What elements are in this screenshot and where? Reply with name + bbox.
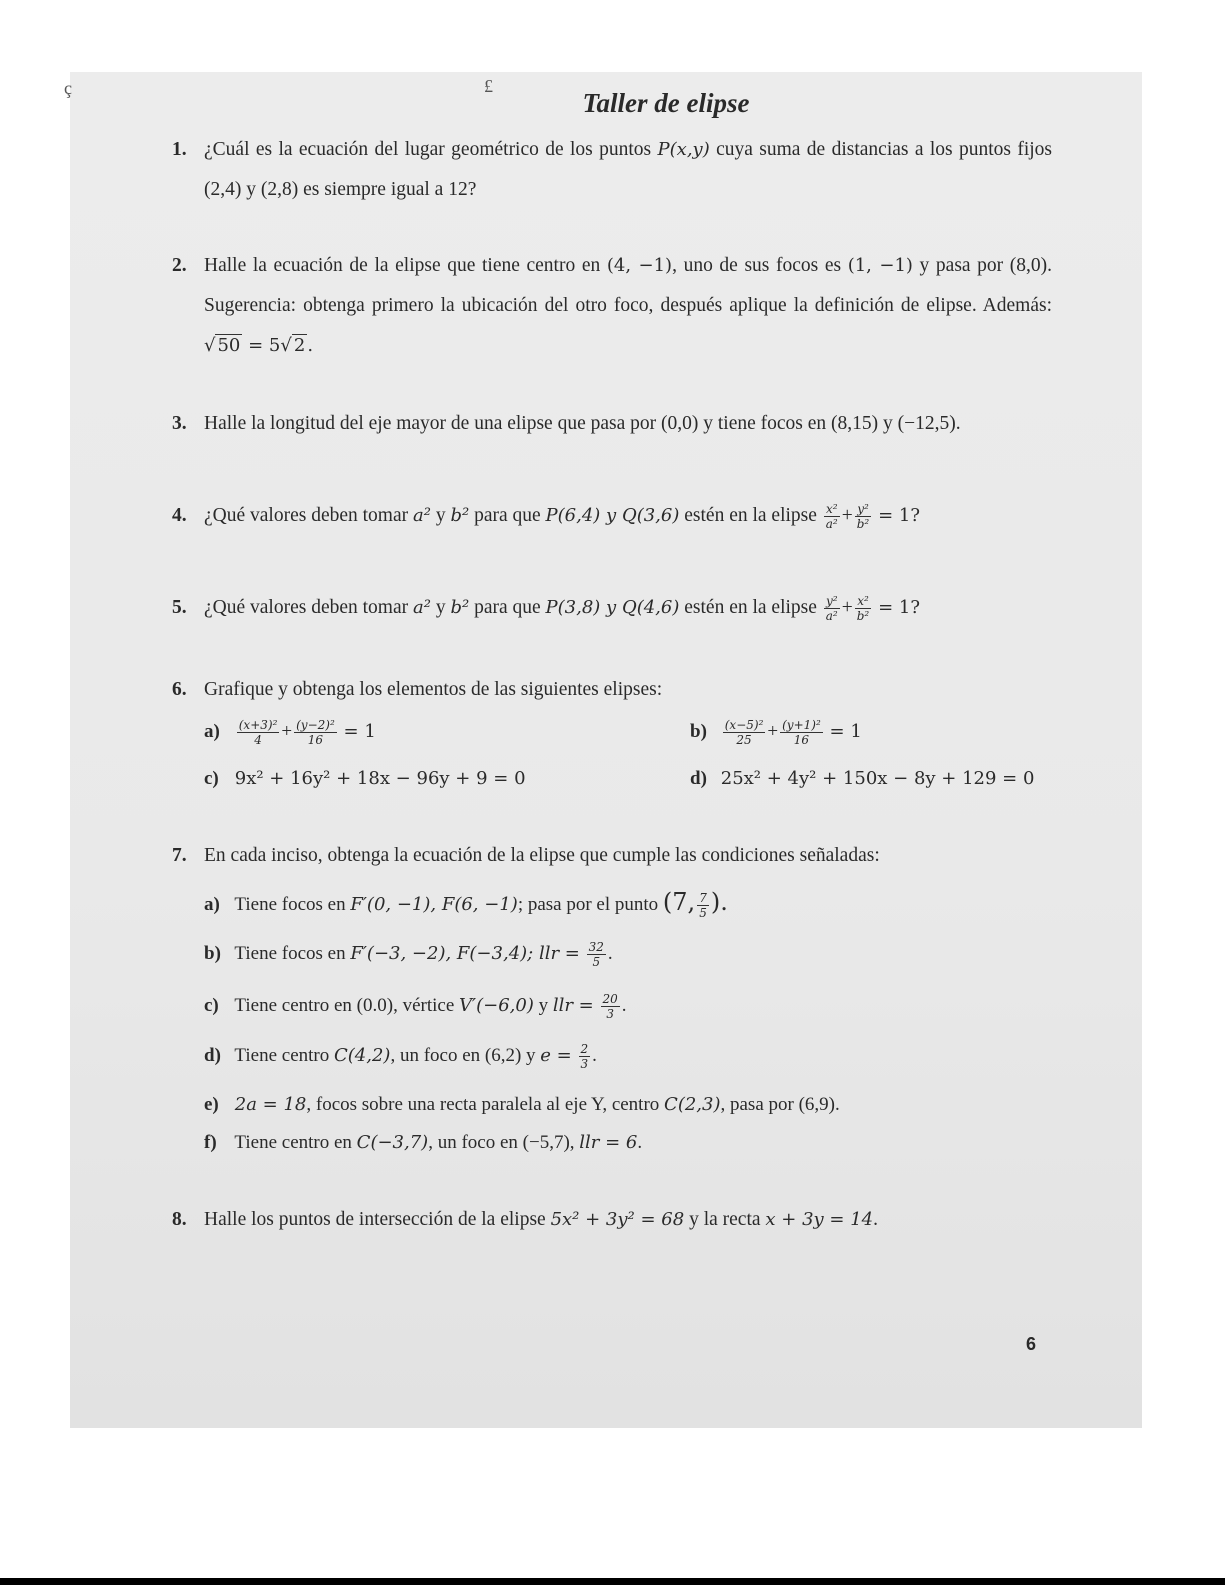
math-llr: llr = 6 [579, 1132, 638, 1153]
fraction: $\frac{\text{(x+3)²}}{4}$ [238, 718, 278, 747]
math-points: P(6,4) y Q(3,6) [545, 505, 680, 526]
problem-6a: a) $\frac{\text{(x+3)²}}{4}$ + $\frac{\text{(y−2)²}}{16}$ = 1 [204, 718, 376, 747]
math-point: ). [710, 888, 728, 916]
math-point: (7, [662, 888, 696, 916]
fraction: $\frac{\text{(y+1)²}}{16}$ [782, 718, 821, 747]
page-number: 6 [1026, 1334, 1037, 1354]
problem-text: y [435, 505, 446, 526]
math-line: x + 3y = 14 [765, 1209, 874, 1230]
fraction: $\frac{\text{x²}}{\text{b²}}$ [856, 594, 870, 624]
problem-3 [172, 404, 1052, 444]
problem-number: 6. [172, 679, 187, 700]
fraction: $\frac{\text{(x−5)²}}{25}$ [724, 718, 764, 747]
item-label: c) [204, 994, 219, 1016]
problem-7e [204, 1094, 840, 1116]
fraction: $\frac{2}{3}$ [580, 1042, 589, 1071]
item-text: ; pasa por el punto [517, 894, 659, 915]
math-foci: F′(−3, −2), F(−3,4); llr = [350, 942, 580, 964]
problem-7f [204, 1132, 642, 1154]
item-label: a) [204, 894, 220, 915]
math-sqrt-expression: √ 50 = 5√ 2 . [204, 335, 314, 356]
item-text: Tiene focos en [234, 942, 346, 964]
math-equals: = 1? [878, 597, 921, 618]
problem-4: 4. ¿Qué valores deben tomar a² y b² para que P(6,4) y Q(3,6) estén en la elipse $\frac{\text{x²}}{\text{a²}}$ + $\frac{\text{y²}}{\text{b²}}$ = 1? [172, 496, 1052, 536]
problem-text: estén en la elipse [684, 505, 817, 526]
problem-number: 8. [172, 1209, 187, 1230]
problem-7d [204, 1042, 597, 1071]
item-text: . [621, 994, 627, 1016]
item-text: y [538, 994, 549, 1016]
math-points: P(3,8) y Q(4,6) [545, 597, 680, 618]
problem-text: y la recta [689, 1209, 761, 1230]
problem-number: 2. [172, 255, 187, 276]
item-label: b) [690, 720, 707, 742]
problem-text: y pasa por (8,0). Sugerencia: obtenga primero la ubicación del otro foco, después aplique la definición de elipse. Además: [204, 255, 1053, 316]
math-ellipse: 5x² + 3y² = 68 [550, 1209, 685, 1230]
math-vertex: V′(−6,0) [459, 994, 534, 1016]
document-page [64, 72, 1142, 1428]
problem-text: En cada inciso, obtenga la ecuación de la elipse que cumple las condiciones señaladas: [204, 845, 880, 866]
item-label: f) [204, 1132, 217, 1153]
math-center: C(4,2) [333, 1044, 391, 1066]
fraction: $\frac{20}{3}$ [602, 992, 618, 1021]
fraction: $\frac{7}{5}$ [699, 891, 707, 921]
math-focus: (1, −1) [847, 255, 913, 276]
item-label: d) [690, 768, 707, 789]
item-text: . [637, 1132, 643, 1153]
problem-text: , uno de sus focos es [672, 255, 842, 276]
math-axis: 2a = 18 [234, 1094, 307, 1115]
problem-text: cuya suma de distancias a los puntos fijos (2,4) y (2,8) es siempre igual a 12? [204, 139, 1053, 200]
math-b-squared: b² [450, 505, 470, 526]
problem-text: Halle la longitud del eje mayor de una elipse que pasa por (0,0) y tiene focos en (8,15) y (−12,5). [204, 413, 961, 434]
problem-2 [172, 246, 1052, 366]
math-equals: = 1? [878, 505, 921, 526]
item-text: . [607, 942, 613, 964]
problem-number: 5. [172, 597, 187, 618]
fraction: $\frac{\text{(y−2)²}}{16}$ [296, 718, 335, 747]
problem-1 [172, 130, 1052, 210]
fraction: $\frac{32}{5}$ [588, 940, 604, 969]
fraction: $\frac{\text{y²}}{\text{a²}}$ [825, 594, 838, 624]
item-text: , un foco en (−5,7), [428, 1132, 575, 1153]
item-text: Tiene centro en (0.0), vértice [234, 994, 455, 1016]
margin-mark-top-center: £ [484, 76, 493, 96]
problem-6d [690, 768, 1034, 790]
item-text: Tiene centro [234, 1044, 330, 1066]
math-llr: llr = [552, 994, 594, 1016]
problem-text: estén en la elipse [684, 597, 817, 618]
math-eccentricity: e = [540, 1044, 572, 1066]
page-title: Taller de elipse [582, 88, 750, 118]
item-text: , pasa por (6,9). [720, 1094, 840, 1115]
item-text: Tiene focos en [234, 894, 346, 915]
problem-text: ¿Qué valores deben tomar [204, 505, 409, 526]
math-equals: = 1 [829, 720, 862, 742]
problem-number: 3. [172, 413, 187, 434]
problem-6 [172, 670, 1052, 710]
problem-7 [172, 836, 1052, 876]
problem-text: Halle los puntos de intersección de la elipse [204, 1209, 546, 1230]
math-center: C(2,3) [664, 1094, 721, 1115]
problem-7c [204, 992, 627, 1021]
math-equals: = 1 [343, 720, 376, 742]
item-text: Tiene centro en [234, 1132, 352, 1153]
item-label: a) [204, 720, 220, 742]
problem-text: Grafique y obtenga los elementos de las siguientes elipses: [204, 679, 663, 700]
item-label: e) [204, 1094, 219, 1115]
math-point: P(x,y) [657, 139, 710, 160]
math-center: (4, −1) [606, 255, 673, 276]
bottom-bar [0, 1578, 1225, 1585]
item-text: , focos sobre una recta paralela al eje Y, centro [306, 1094, 660, 1115]
problem-5: 5. ¿Qué valores deben tomar a² y b² para que P(3,8) y Q(4,6) estén en la elipse $\frac{\text{y²}}{\text{a²}}$ + $\frac{\text{x²}}{\text{b²}}$ = 1? [172, 588, 1052, 628]
math-foci: F′(0, −1), F(6, −1) [350, 894, 518, 915]
math-center: C(−3,7) [356, 1132, 429, 1153]
item-text: , un foco en (6,2) y [390, 1044, 536, 1066]
problem-text: para que [474, 597, 541, 618]
math-equation: 9x² + 16y² + 18x − 96y + 9 = 0 [234, 768, 526, 789]
problem-number: 1. [172, 139, 187, 160]
problem-text: . [873, 1209, 879, 1230]
problem-7a [204, 888, 728, 920]
problem-text: ¿Cuál es la ecuación del lugar geométrico de los puntos [204, 139, 652, 160]
problem-text: ¿Qué valores deben tomar [204, 597, 409, 618]
math-a-squared: a² [413, 505, 431, 526]
problem-text: Halle la ecuación de la elipse que tiene centro en [204, 255, 601, 276]
item-label: b) [204, 942, 221, 964]
problem-8 [172, 1200, 1052, 1240]
math-a-squared: a² [413, 597, 431, 618]
fraction: $\frac{\text{x²}}{\text{a²}}$ [825, 502, 838, 532]
math-equation: 25x² + 4y² + 150x − 8y + 129 = 0 [720, 768, 1035, 789]
problem-text: y [435, 597, 446, 618]
math-b-squared: b² [450, 597, 470, 618]
fraction: $\frac{\text{y²}}{\text{b²}}$ [856, 502, 870, 532]
item-text: . [592, 1044, 597, 1066]
item-label: c) [204, 768, 219, 789]
problem-6c [204, 768, 526, 790]
problem-text: para que [474, 505, 541, 526]
problem-7b [204, 940, 613, 969]
problem-number: 7. [172, 845, 187, 866]
problem-6b: b) $\frac{\text{(x−5)²}}{25}$ + $\frac{\text{(y+1)²}}{16}$ = 1 [690, 718, 862, 747]
problem-number: 4. [172, 505, 187, 526]
item-label: d) [204, 1044, 221, 1066]
margin-mark-top-left: ç [64, 78, 72, 98]
